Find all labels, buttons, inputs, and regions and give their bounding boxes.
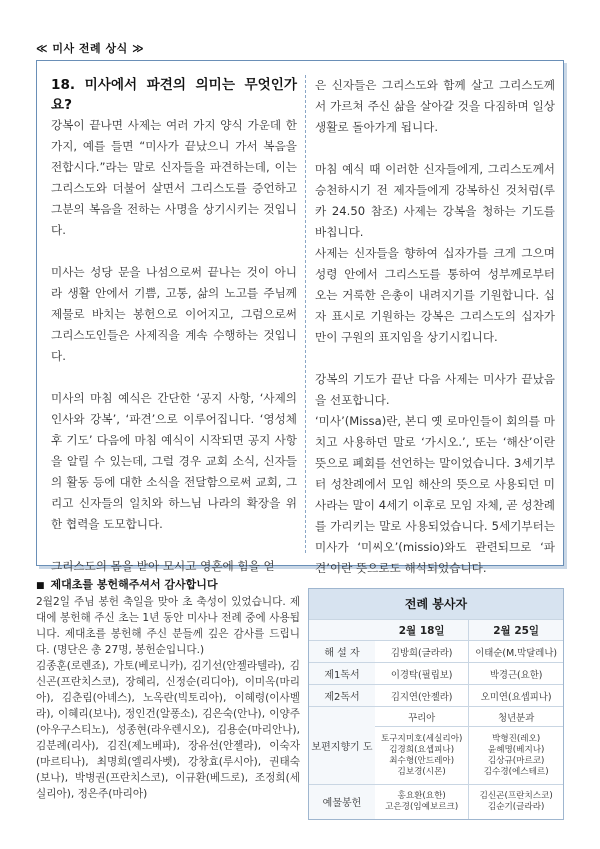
role-label: 예물봉헌 bbox=[309, 785, 375, 819]
table-row bbox=[309, 641, 563, 663]
question-title: 18. 미사에서 파견의 의미는 무엇인가요? bbox=[51, 77, 297, 113]
role-label: 해 설 자 bbox=[309, 641, 375, 663]
table-row bbox=[309, 785, 563, 819]
date-header: 2월 18일 bbox=[375, 620, 469, 641]
group-label: 청년분과 bbox=[469, 707, 563, 727]
paragraph: 강복의 기도가 끝난 다음 사제는 미사가 끝났음을 선포합니다. bbox=[315, 372, 555, 407]
paragraph: 미사는 성당 문을 나섬으로써 끝나는 것이 아니라 생활 안에서 기쁨, 고통, 삶의 노고를 주님께 제물로 바치는 봉헌으로 이어지고, 그럼으로써 그리스도인들은 사제직을 계속 수행하는 것입니다. bbox=[51, 265, 297, 363]
section-title: ≪ 미사 전례 상식 ≫ bbox=[36, 42, 145, 55]
thanks-body: 2월2일 주님 봉헌 축일을 맞아 초 축성이 있었습니다. 제대에 봉헌해 주신 초는 1년 동안 미사나 전례 중에 사용됩니다. 제대초를 봉헌해 주신 분들께 깊은 감사를 드립니다. (명단은 총 27명, 봉헌순입니다.) bbox=[36, 596, 300, 656]
table-row bbox=[309, 620, 563, 641]
donor-names: 김종훈(로렌죠), 가토(베로니카), 김기선(안젤라텔라), 김신곤(프란치스코), 장혜리, 신정순(리디아), 이미옥(마리아), 김춘림(아녜스), 노옥란(빅토리아), 이혜령(이사벨라), 이혜리(보나), 정인건(알퐁소), 김은숙(안나), 이양주(아우구스티노), 성종현(라우렌시오), 김용순(마리안나), 김분례(리사), 김진(제노베파), 장유선(안젤라), 이숙자(마르티나), 최명희(엘리사벳), 강창효(루시아), 권태숙(보나), 박병권(프란치스코), 이규환(베드로), 조정희(세실리아), 정은주(마리아) bbox=[36, 660, 300, 800]
table-row bbox=[309, 663, 563, 685]
assignee: 박경근(요한) bbox=[469, 663, 563, 685]
paragraph: 마침 예식 때 이러한 신자들에게, 그리스도께서 승천하시기 전 제자들에게 강복하신 것처럼(루카 24.50 참조) 사제는 강복을 청하는 기도를 바칩니다. bbox=[315, 162, 555, 239]
square-bullet-icon: ■ bbox=[36, 581, 45, 591]
thanks-title: 제대초를 봉헌해주셔서 감사합니다 bbox=[50, 578, 218, 591]
assignee: 이태순(M.막달레나) bbox=[469, 641, 563, 663]
paragraph: 사제는 신자들을 향하여 십자가를 크게 그으며 성령 안에서 그리스도를 통하여 성부께로부터 오는 거룩한 은총이 내려지기를 기원합니다. 십자 표시로 기원하는 강복은 그리스도의 십자가만이 구원의 표지임을 상기시킵니다. bbox=[315, 246, 555, 344]
paragraph: ‘미사’(Missa)란, 본디 옛 로마인들이 회의를 마치고 사용하던 말로 ‘가시오.’, 또는 ‘해산’이란 뜻으로 폐회를 선언하는 말이었습니다. 3세기부터 성찬례에서 모임 해산의 뜻으로 사용되던 미사라는 말이 4세기 이후로 모임 자체, 곧 성찬례를 가리키는 말로 사용되었습니다. 5세기부터는 미사가 ‘미씨오’(missio)와도 관련되므로 ‘파견’이란 뜻으로도 해석되었습니다. bbox=[315, 414, 555, 575]
paragraph: 그리스도의 몸을 받아 모시고 영혼에 힘을 얻 bbox=[51, 559, 275, 573]
thanks-heading bbox=[36, 576, 300, 592]
paragraph: 강복이 끝나면 사제는 여러 가지 양식 가운데 한 가지, 예를 들면 “미사가 끝났으니 가서 복음을 전합시다.”라는 말로 신자들을 파견하는데, 이는 그리스도와 더불어 살면서 그리스도를 증언하고 그분의 복음을 전하는 사명을 상기시키는 것입니다. bbox=[51, 118, 297, 237]
service-roster bbox=[308, 588, 564, 820]
table-row bbox=[309, 707, 563, 727]
paragraph: 은 신자들은 그리스도와 함께 살고 그리스도께서 가르쳐 주신 삶을 살아갈 것을 다짐하며 일상생활로 돌아가게 됩니다. bbox=[315, 78, 555, 134]
right-column bbox=[315, 75, 555, 579]
assignee: 김지연(안젤라) bbox=[375, 685, 469, 707]
service-table bbox=[309, 619, 563, 819]
date-header: 2월 25일 bbox=[469, 620, 563, 641]
assignee: 김방희(글라라) bbox=[375, 641, 469, 663]
assignee-list: 홍요환(요한) 고은경(임예보르크) bbox=[375, 785, 469, 819]
thanks-section bbox=[36, 576, 300, 802]
left-column bbox=[51, 75, 297, 577]
assignee-list: 박형진(레오) 윤혜명(베지나) 김상규(마르코) 김수경(에스테르) bbox=[469, 727, 563, 785]
group-label: 꾸리아 bbox=[375, 707, 469, 727]
assignee-list: 김신곤(프란치스코) 김순기(글라라) bbox=[469, 785, 563, 819]
role-label: 보편지향기 도 bbox=[309, 707, 375, 785]
assignee-list: 토구지미호(세실리아) 김경희(요셉피나) 최수형(안드레아) 김보경(시몬) bbox=[375, 727, 469, 785]
role-label: 제1독서 bbox=[309, 663, 375, 685]
table-row bbox=[309, 685, 563, 707]
assignee: 이경탁(필립보) bbox=[375, 663, 469, 685]
role-label: 제2독서 bbox=[309, 685, 375, 707]
paragraph: 미사의 마침 예식은 간단한 ‘공지 사항, ‘사제의 인사와 강복’, ‘파견’으로 이루어집니다. ‘영성체 후 기도’ 다음에 마침 예식이 시작되면 공지 사항을 알릴 수 있는데, 그럴 경우 교회 소식, 신자들의 활동 등에 대한 소식을 전달함으로써 교회, 그리고 신자들의 일치와 하느님 나라의 확장을 위한 협력을 도모합니다. bbox=[51, 391, 297, 531]
service-title: 전례 봉사자 bbox=[309, 589, 563, 619]
column-divider bbox=[305, 75, 306, 553]
faq-box bbox=[36, 60, 564, 575]
assignee: 오미연(요셉피나) bbox=[469, 685, 563, 707]
